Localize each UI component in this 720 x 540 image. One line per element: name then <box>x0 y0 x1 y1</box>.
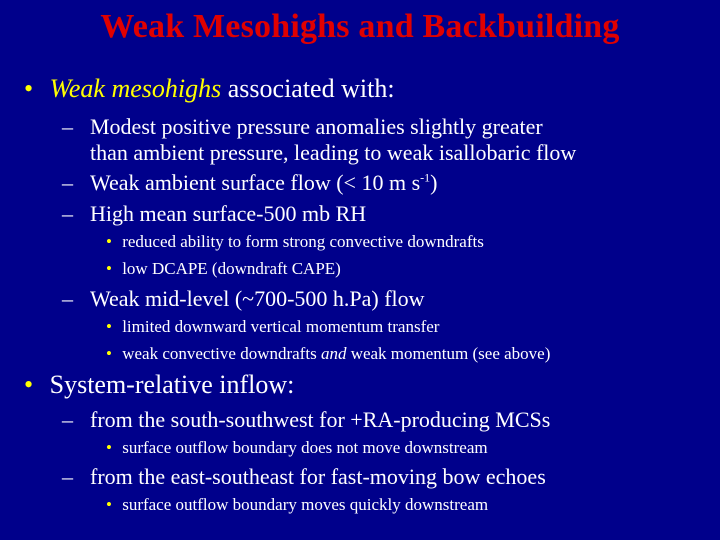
sub-bullet-text: Weak mid-level (~700-500 h.Pa) flow <box>90 286 425 311</box>
bullet-weak-mesohighs <box>24 74 395 104</box>
point-momentum-transfer <box>106 317 439 337</box>
emphasis-weak-mesohighs: Weak mesohighs <box>49 74 222 103</box>
sub-bullet-text: High mean surface-500 mb RH <box>90 201 367 226</box>
sub-bullet-pressure-anomalies <box>62 114 543 140</box>
point-text: weak convective downdrafts and weak momentum (see above) <box>122 344 551 363</box>
dash-icon: – <box>62 286 73 311</box>
sub-bullet-mid-level-flow <box>62 286 425 312</box>
slide-title: Weak Mesohighs and Backbuilding <box>100 8 620 45</box>
sub-bullet-high-rh <box>62 201 367 227</box>
bullet-text: System-relative inflow: <box>49 370 295 399</box>
point-text: surface outflow boundary does not move downstream <box>122 438 488 457</box>
point-text: surface outflow boundary moves quickly downstream <box>122 495 489 514</box>
sub-bullet-ambient-flow <box>62 170 438 196</box>
sub-bullet-south-southwest <box>62 407 551 433</box>
sub-bullet-east-southeast <box>62 464 546 490</box>
bullet-icon: • <box>106 438 112 457</box>
point-weak-downdrafts <box>106 344 550 364</box>
dash-icon: – <box>62 407 73 432</box>
bullet-icon: • <box>24 74 34 103</box>
point-outflow-not-move <box>106 438 488 458</box>
dash-icon: – <box>62 114 73 139</box>
dash-icon: – <box>62 201 73 226</box>
bullet-text: associated with: <box>221 74 395 103</box>
point-text: limited downward vertical momentum transfer <box>122 317 440 336</box>
dash-icon: – <box>62 464 73 489</box>
sub-bullet-continuation: than ambient pressure, leading to weak isallobaric flow <box>90 140 577 165</box>
sub-bullet-text: Weak ambient surface flow (< 10 m $s^{-1}$) <box>90 170 438 195</box>
bullet-icon: • <box>106 259 112 278</box>
bullet-icon: • <box>106 232 112 251</box>
point-reduced-ability <box>106 232 484 252</box>
point-outflow-moves-quickly <box>106 495 488 515</box>
bullet-icon: • <box>24 370 34 399</box>
dash-icon: – <box>62 170 73 195</box>
point-text: reduced ability to form strong convective downdrafts <box>122 232 484 251</box>
bullet-icon: • <box>106 317 112 336</box>
bullet-icon: • <box>106 495 112 514</box>
bullet-icon: • <box>106 344 112 363</box>
point-text: low DCAPE (downdraft CAPE) <box>122 259 341 278</box>
sub-bullet-text: from the east-southeast for fast-moving bow echoes <box>90 464 546 489</box>
point-low-dcape <box>106 259 341 279</box>
bullet-system-relative-inflow <box>24 370 294 400</box>
italic-and: and <box>320 344 347 363</box>
sub-bullet-text: Modest positive pressure anomalies slightly greater <box>90 114 543 139</box>
sub-bullet-text: from the south-southwest for +RA-producing MCSs <box>90 407 551 432</box>
